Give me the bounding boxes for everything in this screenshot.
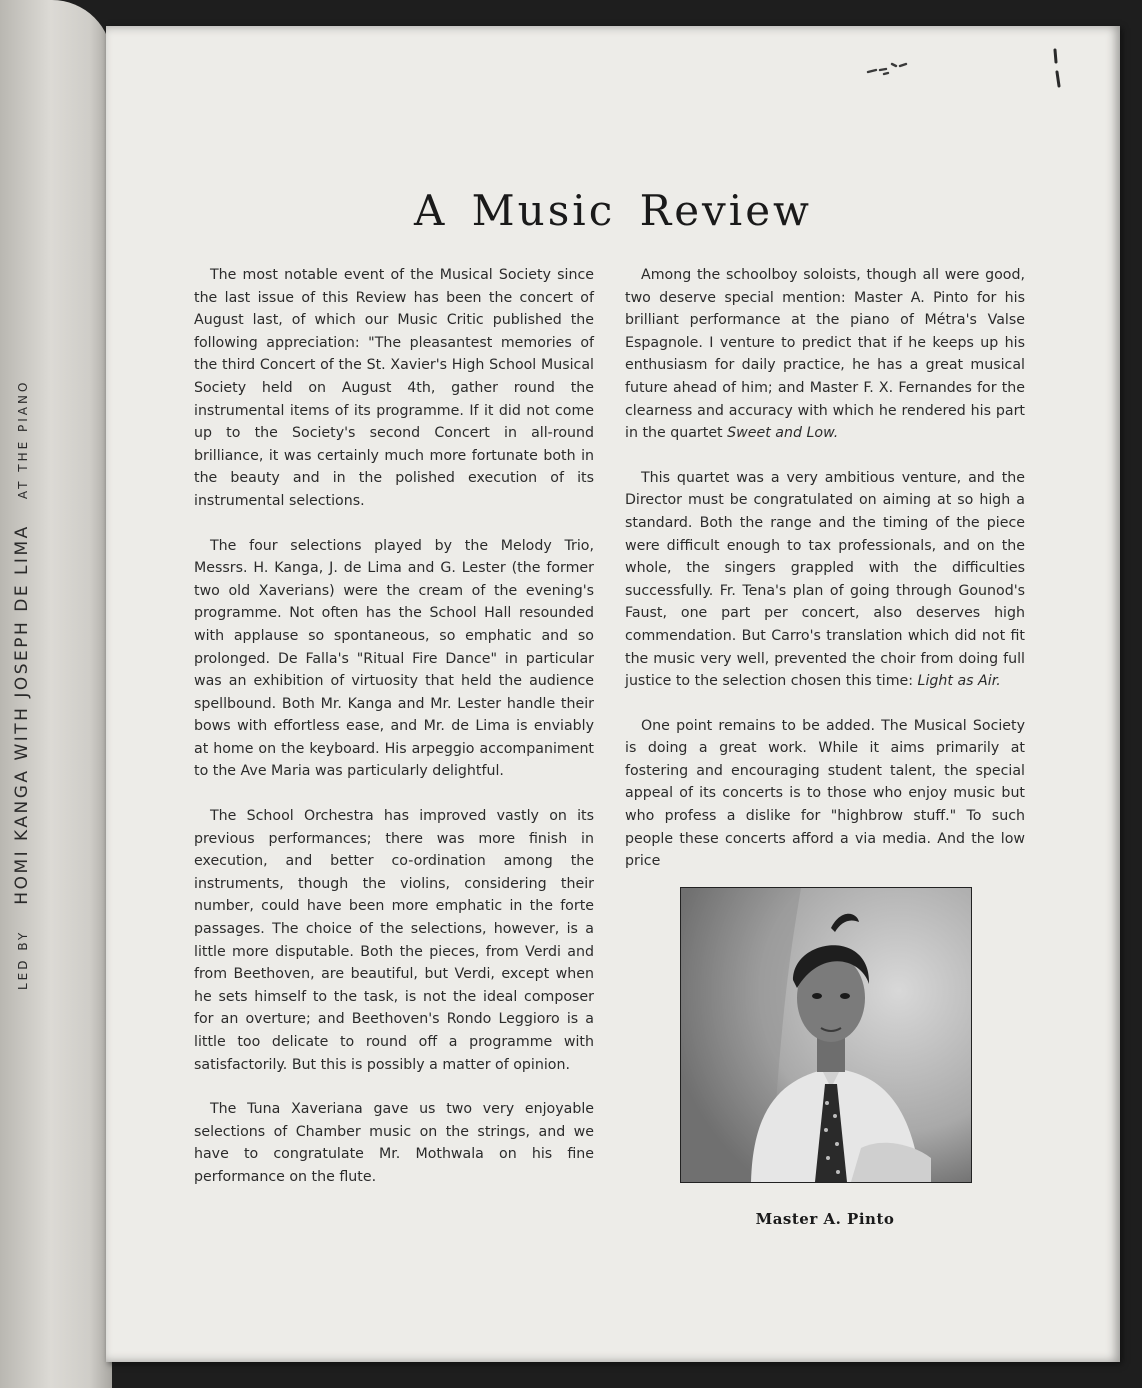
spine-credit <box>12 380 32 990</box>
paragraph <box>625 264 1025 445</box>
left-column <box>194 264 594 1189</box>
portrait-image-icon <box>681 888 971 1182</box>
staple-icon <box>1050 46 1064 96</box>
spine-word-piano: AT THE PIANO <box>16 379 30 500</box>
spine-strip <box>0 0 112 1388</box>
page-title: A Music Review <box>413 186 813 235</box>
paragraph-text: Among the schoolboy soloists, though all were good, two deserve special mention: Master A. Pinto for his brilliant performance at the piano of Métra's Valse Espagnole. I venture to predict that if he keeps up his enthusiasm for daily practice, he has a great musical future ahead of him; and Master F. X. Fernandes for the clearness and accuracy with which he rendered his part in the quartet <box>625 267 1025 442</box>
previous-page-edge <box>0 0 112 1388</box>
right-column <box>625 264 1025 873</box>
paragraph-text: This quartet was a very ambitious venture, and the Director must be congratulated on aiming at so high a standard. Both the range and the timing of the piece were difficult enough to tax professionals, and on the whole, the singers grappled with the difficulties successfully. Fr. Tena's plan of going through Gounod's Faust, one part per concert, also deserves high commendation. But Carro's translation which did not fit the music very well, prevented the choir from doing full justice to the selection chosen this time: <box>625 469 1025 690</box>
photo-caption: Master A. Pinto <box>755 1210 895 1228</box>
spine-names: HOMI KANGA WITH JOSEPH DE LIMA <box>12 524 32 905</box>
paragraph: The Tuna Xaveriana gave us two very enjoyable selections of Chamber music on the strings, and we have to congratulate Mr. Mothwala on his fine performance on the flute. <box>194 1101 594 1185</box>
portrait-photo <box>680 887 972 1183</box>
paragraph: The four selections played by the Melody Trio, Messrs. H. Kanga, J. de Lima and G. Lester (the former two old Xaverians) were the cream of the evening's programme. Not often has the School Hall resounded with applause so spontaneous, so emphatic and so prolonged. De Falla's "Ritual Fire Dance" in particular was an exhibition of virtuosity that held the audience spellbound. Both Mr. Kanga and Mr. Lester handle their bows with effortless ease, and Mr. de Lima is enviably at home on the keyboard. His arpeggio accompaniment to the Ave Maria was particularly delightful. <box>194 537 594 780</box>
paragraph: The most notable event of the Musical Society since the last issue of this Review has been the concert of August last, of which our Music Critic published the following appreciation: "The pleasantest memories of the third Concert of the St. Xavier's High School Musical Society held on August 4th, gather round the instrumental items of its programme. If it did not come up to the Society's second Concert in all-round brilliance, it was certainly much more fortunate both in the beauty and in the polished execution of its instrumental selections. <box>194 267 594 509</box>
paragraph <box>625 467 1025 693</box>
ink-smudge-icon <box>862 58 922 98</box>
spine-word-led-by: LED BY <box>16 929 30 990</box>
song-title: Sweet and Low. <box>727 425 839 442</box>
paragraph: One point remains to be added. The Musical Society is doing a great work. While it aims primarily at fostering and encouraging student talent, the special appeal of its concerts is to those who enjoy music but who profess a dislike for "highbrow stuff." To such people these concerts afford a via media. And the low price <box>625 717 1025 870</box>
song-title: Light as Air. <box>917 673 1001 690</box>
paragraph: The School Orchestra has improved vastly on its previous performances; there was more finish in execution, and better co-ordination among the instruments, though the violins, considering their number, could have been more emphatic in the forte passages. The choice of the selections, however, is a little more disputable. Both the pieces, from Verdi and from Beethoven, are beautiful, but Verdi, except when he sets himself to the task, is not the ideal composer for an overture; and Beethoven's Rondo Leggioro is a little too delicate to round off a programme with satisfactorily. But this is possibly a matter of opinion. <box>194 808 594 1073</box>
